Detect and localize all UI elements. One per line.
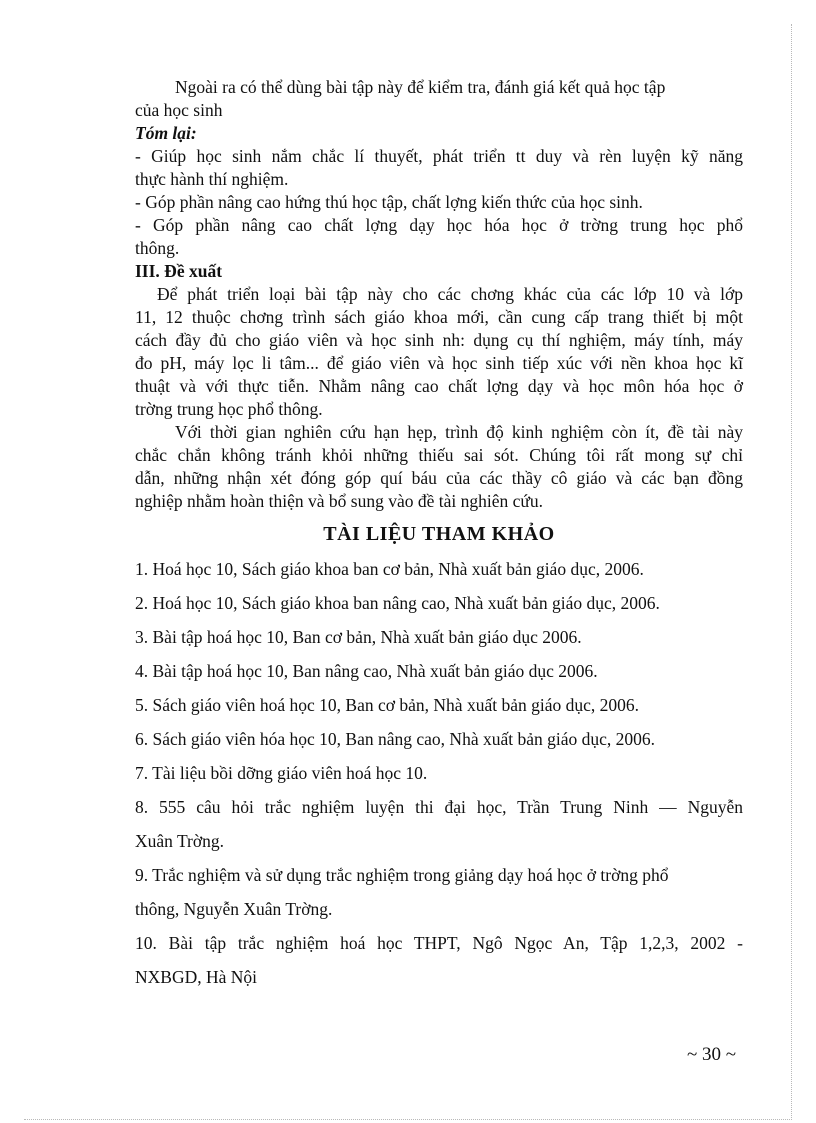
paragraph-line: dẫn, những nhận xét đóng góp quí báu của các thầy cô giáo và các bạn đồng — [135, 468, 743, 488]
references-title: TÀI LIỆU THAM KHẢO — [323, 523, 555, 545]
paragraph-line: nghiệp nhằm hoàn thiện và bổ sung vào đề tài nghiên cứu. — [135, 491, 544, 511]
summary-bullet-3-line-1: - Góp phần nâng cao chất lợng dạy học hóa học ở trờng trung học phổ — [135, 215, 743, 235]
reference-item: 4. Bài tập hoá học 10, Ban nâng cao, Nhà xuất bản giáo dục 2006. — [135, 661, 598, 681]
summary-bullet-1-line-2: thực hành thí nghiệm. — [135, 169, 289, 189]
reference-item: 9. Trắc nghiệm và sử dụng trắc nghiệm trong giảng dạy hoá học ở trờng phổ — [135, 865, 669, 885]
paragraph-line: chắc chắn không tránh khỏi những thiếu sai sót. Chúng tôi rất mong sự chỉ — [135, 445, 743, 465]
intro-line-2: của học sinh — [135, 100, 223, 120]
reference-item: 7. Tài liệu bồi dỡng giáo viên hoá học 10. — [135, 763, 428, 783]
paragraph-line: Để phát triển loại bài tập này cho các chơng khác của các lớp 10 và lớp — [157, 284, 743, 304]
reference-item: 8. 555 câu hỏi trắc nghiệm luyện thi đại học, Trần Trung Ninh — Nguyễn — [135, 797, 743, 817]
reference-item: thông, Nguyễn Xuân Trờng. — [135, 899, 333, 919]
intro-line-1: Ngoài ra có thể dùng bài tập này để kiểm tra, đánh giá kết quả học tập — [175, 77, 666, 97]
document-body — [135, 76, 743, 994]
paragraph-line: thuật và với thực tiễn. Nhằm nâng cao chất lợng dạy và học môn hóa học ở — [135, 376, 743, 396]
paragraph-line: trờng trung học phổ thông. — [135, 399, 323, 419]
page-number: ~ 30 ~ — [686, 1044, 736, 1065]
reference-item: 6. Sách giáo viên hóa học 10, Ban nâng cao, Nhà xuất bản giáo dục, 2006. — [135, 729, 656, 749]
reference-item: 3. Bài tập hoá học 10, Ban cơ bản, Nhà xuất bản giáo dục 2006. — [135, 627, 582, 647]
paragraph-line: đo pH, máy lọc li tâm... để giáo viên và học sinh tiếp xúc với nền khoa học kĩ — [135, 353, 743, 373]
reference-item: 5. Sách giáo viên hoá học 10, Ban cơ bản, Nhà xuất bản giáo dục, 2006. — [135, 695, 639, 715]
summary-bullet-1-line-1: - Giúp học sinh nắm chắc lí thuyết, phát triển tt duy và rèn luyện kỹ năng — [135, 146, 743, 166]
reference-item: Xuân Trờng. — [135, 831, 224, 851]
summary-bullet-3-line-2: thông. — [135, 238, 180, 258]
reference-item: 2. Hoá học 10, Sách giáo khoa ban nâng cao, Nhà xuất bản giáo dục, 2006. — [135, 593, 660, 613]
summary-bullet-2: - Góp phần nâng cao hứng thú học tập, chất lợng kiến thức của học sinh. — [135, 192, 643, 212]
references-list — [135, 552, 743, 994]
summary-heading: Tóm lại: — [135, 123, 197, 143]
paragraph-line: 11, 12 thuộc chơng trình sách giáo khoa mới, cần cung cấp trang thiết bị một — [135, 307, 743, 327]
proposal-paragraph-2 — [135, 421, 743, 513]
reference-item: 10. Bài tập trắc nghiệm hoá học THPT, Ngô Ngọc An, Tập 1,2,3, 2002 - — [135, 933, 743, 953]
paragraph-line: cách đầy đủ cho giáo viên và học sinh nh: dụng cụ thí nghiệm, máy tính, máy — [135, 330, 743, 350]
reference-item: 1. Hoá học 10, Sách giáo khoa ban cơ bản, Nhà xuất bản giáo dục, 2006. — [135, 559, 644, 579]
proposal-paragraph-1 — [135, 283, 743, 421]
section-heading-proposal: III. Đề xuất — [135, 261, 223, 281]
paragraph-line: Với thời gian nghiên cứu hạn hẹp, trình độ kinh nghiệm còn ít, đề tài này — [175, 422, 743, 442]
reference-item: NXBGD, Hà Nội — [135, 967, 258, 987]
